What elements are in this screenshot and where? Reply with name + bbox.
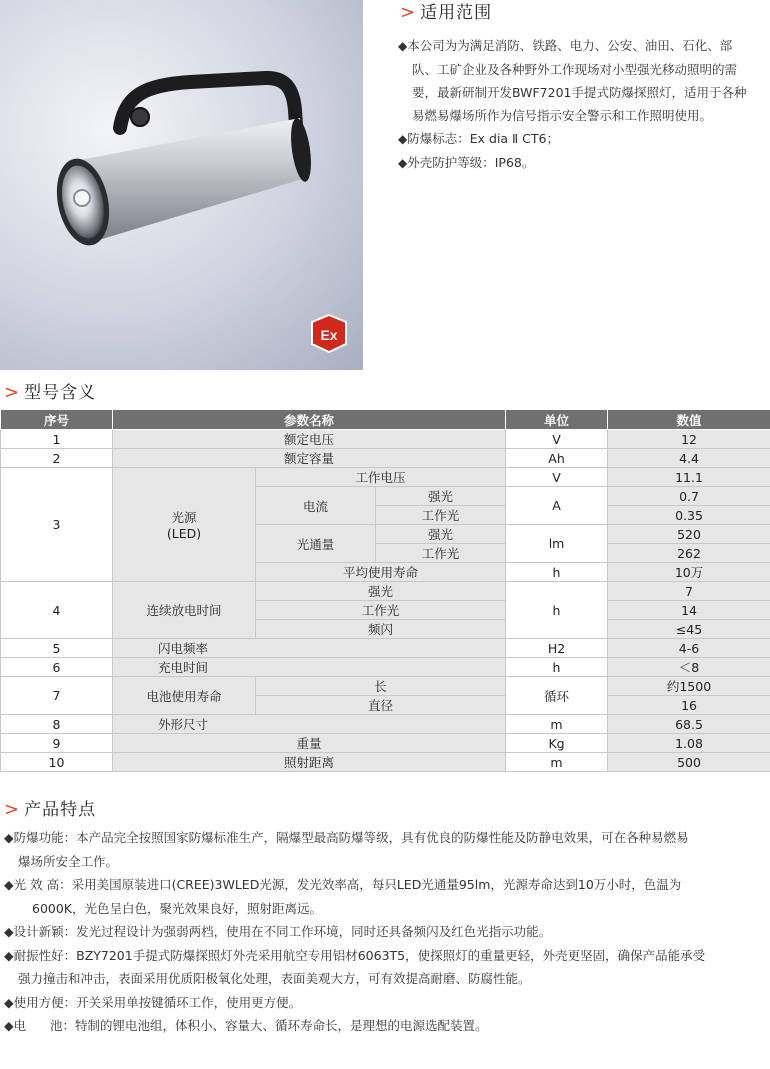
ex-logo-text: Ex	[320, 327, 338, 343]
header-no: 序号	[1, 410, 113, 430]
table-row: 平均使用寿命 h 10万	[1, 563, 770, 582]
arrow-icon: >	[400, 2, 417, 23]
table-row: 8 外形尺寸 m 68.5	[1, 715, 770, 734]
diamond-bullet-icon: ◆	[4, 994, 14, 1010]
list-item: ◆设计新颖：发光过程设计为强弱两档，使用在不同工作环境，同时还具备频闪及红色光指示功能。	[4, 924, 552, 939]
diamond-bullet-icon: ◆	[398, 156, 408, 170]
diamond-bullet-icon: ◆	[4, 830, 14, 845]
table-row: 10 照射距离 m 500	[1, 753, 770, 772]
model-title: > 型号含义	[4, 382, 97, 403]
list-item: ◆防爆功能：本产品完全按照国家防爆标准生产，隔爆型最高防爆等级，具有优良的防爆性能及防静电效果，可在各种易燃易	[4, 830, 689, 845]
features-title: > 产品特点	[4, 799, 97, 820]
diamond-bullet-icon: ◆	[4, 877, 14, 892]
diamond-bullet-icon: ◆	[398, 132, 408, 146]
list-item-cont: 强力撞击和冲击，表面采用优质阳极氧化处理，表面美观大方，可有效提高耐磨、防腐性能。	[18, 971, 531, 986]
diamond-bullet-icon: ◆	[4, 924, 14, 939]
arrow-icon: >	[4, 382, 21, 403]
features-list	[4, 826, 768, 1038]
list-item-cont: 爆场所安全工作。	[18, 853, 119, 869]
header-param: 参数名称	[113, 410, 506, 430]
scope-title: > 适用范围	[400, 2, 493, 23]
table-row: 直径 16	[1, 696, 770, 715]
spec-table	[0, 409, 770, 772]
light-source-cell: 光源 (LED)	[113, 468, 256, 582]
table-row: 工作光 14	[1, 601, 770, 620]
list-item-cont: 易燃易爆场所作为信号指示安全警示和工作照明使用。	[412, 108, 713, 123]
list-item-cont: 队、工矿企业及各种野外工作现场对小型强光移动照明的需	[412, 62, 738, 77]
header-unit: 单位	[506, 410, 608, 430]
table-row: 光通量 强光 lm 520	[1, 525, 770, 544]
table-row: 9 重量 Kg 1.08	[1, 734, 770, 753]
list-item-cont: 6000K，光色呈白色，聚光效果良好，照射距离远。	[32, 900, 323, 916]
list-item: ◆光 效 高：采用美国原装进口(CREE)3WLED光源，发光效率高，每只LED光通量95lm，光源寿命达到10万小时，色温为	[4, 877, 682, 892]
list-item: ◆使用方便：开关采用单按键循环工作，使用更方便。	[4, 994, 302, 1010]
table-row: 4 连续放电时间 强光 h 7	[1, 582, 770, 601]
flashlight-illustration	[0, 0, 363, 370]
list-item: ◆耐振性好：BZY7201手提式防爆探照灯外壳采用航空专用铝材6063T5，使探照灯的重量更轻，外壳更坚固，确保产品能承受	[4, 947, 706, 963]
list-item: ◆防爆标志：Ex dia Ⅱ CT6；	[398, 131, 559, 146]
diamond-bullet-icon: ◆	[398, 39, 408, 53]
list-item: ◆本公司为为满足消防、铁路、电力、公安、油田、石化、部	[398, 38, 733, 53]
list-item: ◆外壳防护等级：IP68。	[398, 155, 535, 170]
table-row: 电流 强光 A 0.7	[1, 487, 770, 506]
header-value: 数值	[608, 410, 770, 430]
list-item-cont: 要，最新研制开发BWF7201手提式防爆探照灯，适用于各种	[412, 85, 747, 100]
table-row: 工作光 262	[1, 544, 770, 563]
table-row: 7 电池使用寿命 长 循环 约1500	[1, 677, 770, 696]
product-photo	[0, 0, 363, 370]
diamond-bullet-icon: ◆	[4, 1018, 14, 1033]
diamond-bullet-icon: ◆	[4, 947, 14, 963]
table-header	[1, 410, 770, 430]
table-row: 频闪 ≤45	[1, 620, 770, 639]
arrow-icon: >	[4, 799, 21, 820]
scope-list	[398, 34, 770, 175]
ex-explosion-proof-icon	[312, 315, 346, 352]
table-row: 3 光源 (LED) 工作电压 V 11.1	[1, 468, 770, 487]
table-row: 6 充电时间 h ＜8	[1, 658, 770, 677]
list-item: ◆电 池：特制的锂电池组，体积小、容量大、循环寿命长，是理想的电源选配装置。	[4, 1018, 488, 1033]
table-row: 工作光 0.35	[1, 506, 770, 525]
table-row: 1 额定电压 V 12	[1, 430, 770, 449]
table-row: 2 额定容量 Ah 4.4	[1, 449, 770, 468]
table-row: 5 闪电频率 H2 4-6	[1, 639, 770, 658]
